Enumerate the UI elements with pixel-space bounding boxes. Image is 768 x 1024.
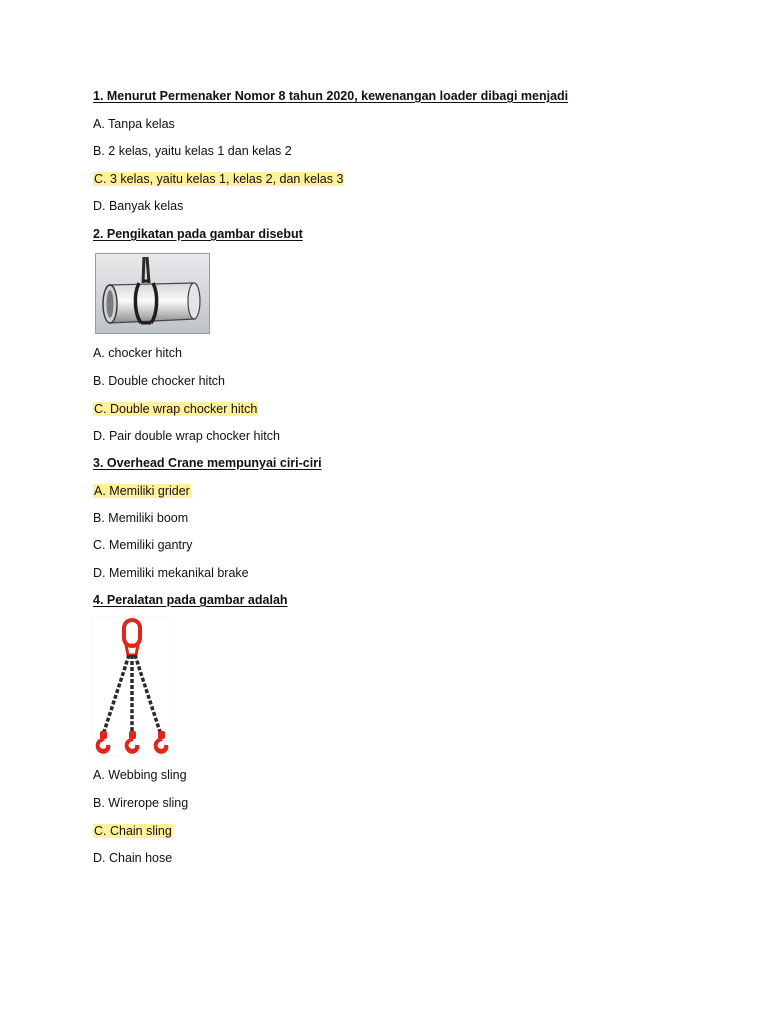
question-3-option-d: [93, 565, 249, 581]
question-3-option-a: [93, 483, 191, 499]
option-label: D. Memiliki mekanikal brake: [93, 566, 249, 580]
question-2-option-b: [93, 373, 225, 389]
option-label: A. Tanpa kelas: [93, 117, 175, 131]
highlighted-answer: C. Double wrap chocker hitch: [94, 402, 258, 416]
highlighted-answer: C. Chain sling: [94, 824, 172, 838]
question-3-title: 3. Overhead Crane mempunyai ciri-ciri: [93, 456, 322, 470]
option-label: B. Double chocker hitch: [93, 374, 226, 388]
question-4-option-b: [93, 795, 188, 811]
option-label: B. 2 kelas, yaitu kelas 1 dan kelas 2: [93, 144, 292, 158]
question-1-option-b: [93, 143, 292, 159]
chain-sling-image: [92, 617, 174, 756]
question-3-option-b: [93, 510, 188, 526]
pipe-hitch-image: [95, 253, 210, 334]
highlighted-answer: C. 3 kelas, yaitu kelas 1, kelas 2, dan kelas 3: [94, 172, 344, 186]
option-label: A. chocker hitch: [93, 346, 182, 360]
question-1-option-d: [93, 198, 183, 214]
question-3-option-c: [93, 537, 192, 553]
question-4-option-a: [93, 767, 187, 783]
option-label: B. Memiliki boom: [93, 511, 189, 525]
option-label: D. Chain hose: [93, 851, 173, 865]
question-1-option-a: [93, 116, 175, 132]
question-4-option-c: [93, 823, 173, 839]
question-2-title: 2. Pengikatan pada gambar disebut: [93, 227, 303, 241]
option-label: D. Banyak kelas: [93, 199, 184, 213]
question-1-option-c: [93, 171, 344, 187]
highlighted-answer: A. Memiliki grider: [94, 484, 190, 498]
question-2-option-d: [93, 428, 280, 444]
pipe-hitch-illustration: [95, 253, 210, 334]
question-2-option-c: [93, 401, 258, 417]
option-label: D. Pair double wrap chocker hitch: [93, 429, 280, 443]
chain-sling-illustration: [92, 617, 174, 756]
question-4-option-d: [93, 850, 172, 866]
question-1-title: 1. Menurut Permenaker Nomor 8 tahun 2020, kewenangan loader dibagi menjadi: [93, 89, 569, 103]
option-label: A. Webbing sling: [93, 768, 187, 782]
option-label: C. Memiliki gantry: [93, 538, 193, 552]
question-2-option-a: [93, 345, 182, 361]
option-label: B. Wirerope sling: [93, 796, 189, 810]
question-4-title: 4. Peralatan pada gambar adalah: [93, 593, 288, 607]
